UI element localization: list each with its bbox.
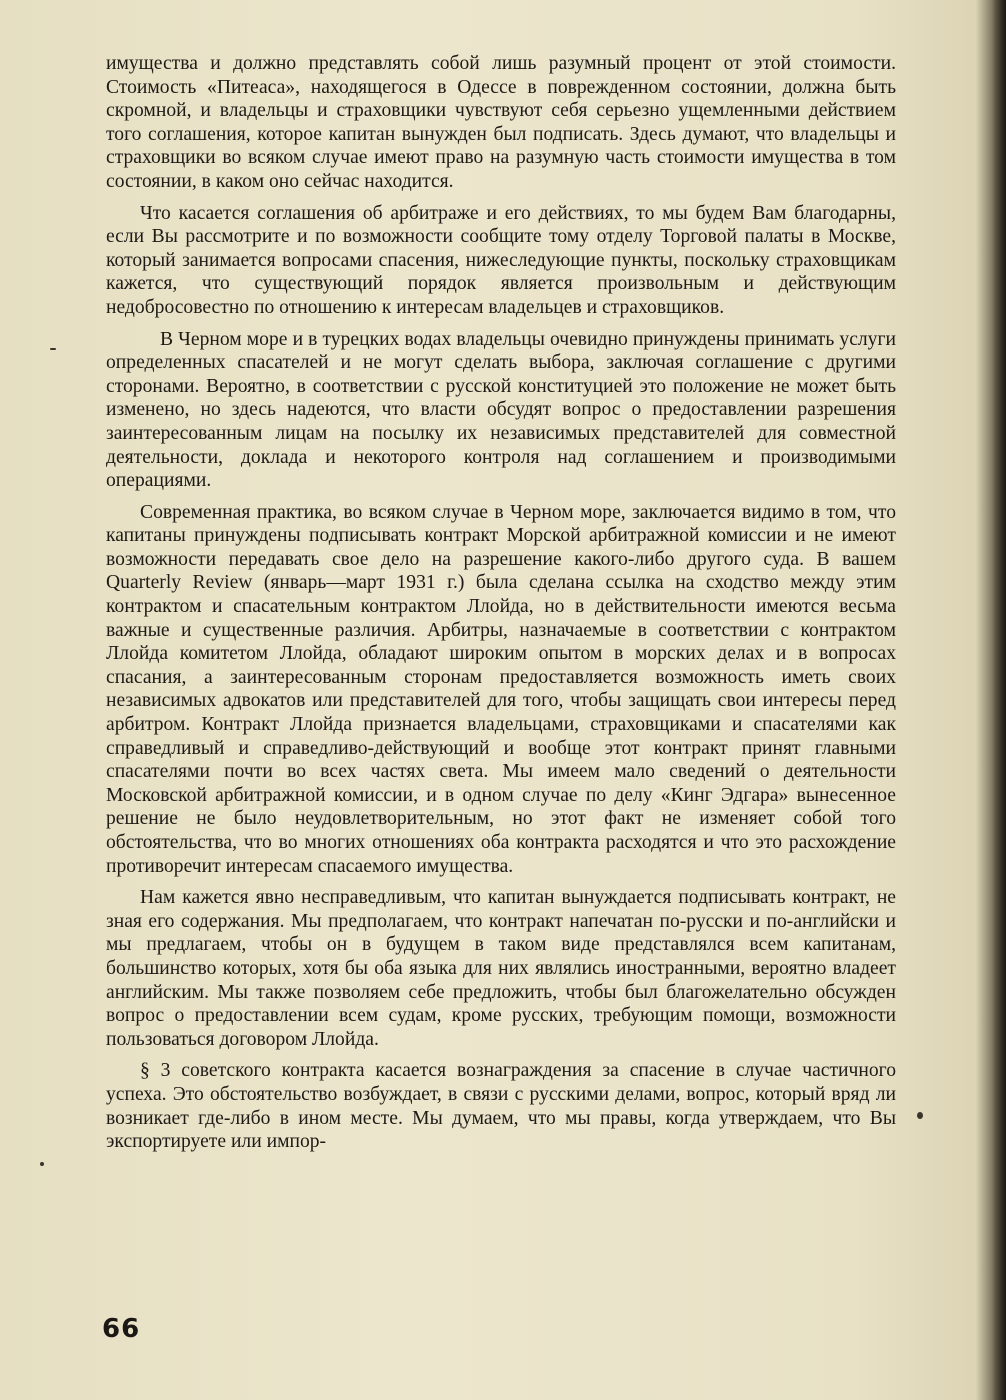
paragraph-6: § 3 советского контракта касается вознаграждения за спасение в случае частичного успеха. Это обстоятельство возбуждает, в связи с русскими делами, вопрос, который вряд ли возникает где-либо в ином месте. Мы думаем, что мы правы, когда утверждаем, что Вы экспортируете или импор- (106, 1060, 896, 1153)
ink-speck (40, 1162, 44, 1166)
ink-speck (917, 1112, 923, 1119)
paragraph-5: Нам кажется явно несправедливым, что капитан вынуждается подписывать контракт, не зная его содержания. Мы предполагаем, что контракт напечатан по-русски и по-английски и мы предлагаем, чтобы он в будущем в таком виде представлялся всем капитанам, большинство которых, хотя бы оба языка для них являлись иностранными, вероятно владеет английским. Мы также позволяем себе предложить, чтобы был благожелательно обсужден вопрос о предоставлении всем судам, кроме русских, требующим помощи, возможности пользоваться договором Ллойда. (106, 887, 896, 1050)
page-number: 66 (102, 1314, 141, 1344)
paragraph-2: Что касается соглашения об арбитраже и его действиях, то мы будем Вам благодарны, если Вы рассмотрите и по возможности сообщите тому отделу Торговой палаты в Москве, который занимается вопросами спасения, нижеследующие пункты, поскольку страховщикам кажется, что существующий порядок является произвольным и действующим недобросовестно по отношению к интересам владельцев и страховщиков. (106, 202, 896, 318)
paragraph-3: В Черном море и в турецких водах владельцы очевидно принуждены принимать услуги определенных спасателей и не могут сделать выбора, заключая соглашение с другими сторонами. Вероятно, в соответствии с русской конституцией это положение не может быть изменено, но здесь надеются, что власти обсудят вопрос о предоставлении разрешения заинтересованным лицам на посылку их независимых представителей для совместной деятельности, доклада и некоторого контроля над соглашением и производимыми операциями. (106, 328, 896, 492)
page-edge-shadow (992, 0, 1006, 1400)
body-text (106, 52, 896, 1162)
ink-speck (50, 348, 56, 350)
paragraph-4: Современная практика, во всяком случае в Черном море, заключается видимо в том, что капитаны принуждены подписывать контракт Морской арбитражной комиссии и не имеют возможности передавать свое дело на разрешение какого-либо другого суда. В вашем Quarterly Review (январь—март 1931 г.) была сделана ссылка на сходство между этим контрактом и спасательным контрактом Ллойда, но в действительности имеются весьма важные и существенные различия. Арбитры, назначаемые в соответствии с контрактом Ллойда комитетом Ллойда, обладают широким опытом в морских делах и в вопросах спасания, а заинтересованным сторонам предоставляется возможность иметь своих независимых адвокатов или представителей для того, чтобы защищать свои интересы перед арбитром. Контракт Ллойда признается владельцами, страховщиками и спасателями как справедливый и справедливо-действующий и вообще этот контракт принят главными спасателями почти во всех частях света. Мы имеем мало сведений о деятельности Московской арбитражной комиссии, и в одном случае по делу «Кинг Эдгара» вынесенное решение не было неудовлетворительным, но этот факт не изменяет собой того обстоятельства, что во многих отношениях оба контракта расходятся и что это расхождение противоречит интересам спасаемого имущества. (106, 501, 896, 877)
paragraph-1: имущества и должно представлять собой лишь разумный процент от этой стоимости. Стоимость «Питеаса», находящегося в Одессе в поврежденном состоянии, должна быть скромной, и владельцы и страховщики чувствуют себя серьезно ущемленными действием того соглашения, которое капитан вынужден был подписать. Здесь думают, что владельцы и страховщики во всяком случае имеют право на разумную часть стоимости имущества в том состоянии, в каком оно сейчас находится. (106, 53, 896, 192)
